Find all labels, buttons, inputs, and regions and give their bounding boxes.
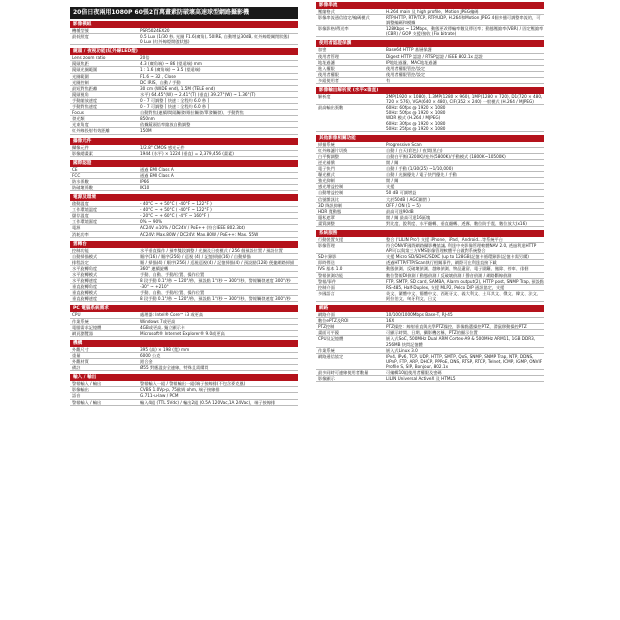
spec-value: 可編輯10組使用者權限及密碼 <box>386 369 442 375</box>
spec-key: 作業系統 <box>318 347 335 353</box>
spec-value: DC IRIS，自動 / 手動 <box>140 79 181 85</box>
spec-key: 多國語言 <box>318 290 335 296</box>
spec-value: 自動對焦(連續/間隔觸發/維拉觸發/單發觸發)、手動對焦 <box>140 110 244 116</box>
spec-key: 白平衡調整 <box>318 153 339 159</box>
spec-value: PTZ操控：線射垂直與光學PTZ操控，影像點選操控PTZ，滑鼠移動操控PTZ <box>386 324 527 330</box>
spec-value: 20倍 <box>140 55 150 61</box>
spec-key: 壓縮格式 <box>318 9 335 14</box>
spec-section <box>70 374 298 405</box>
spec-value: 自動 / 白天(彩色) / 夜間(黑白) <box>386 147 443 153</box>
spec-key: 多組使用者 <box>318 77 339 83</box>
spec-value: -30° ~ +210° <box>140 284 169 290</box>
section-header: 鏡頭 / 夜視功能(紅外線LED燈) <box>70 48 298 55</box>
spec-value: 警報輸入一組 / 警報輸出一組(端子接線排(不包含麥克風) <box>140 381 246 387</box>
spec-section <box>70 138 298 157</box>
section-header: 使用者認證保護 <box>316 40 544 47</box>
spec-value: 通過 EMI Class A <box>140 166 174 172</box>
spec-value: RTP/HTTP, RTP/TCP, RTP/UDP, H.264和Motion JPEG 4個多播可調整串流的，可調整編碼和模據 <box>386 15 541 26</box>
spec-value: Ø55 對應溫安全連線，特殊且需購買 <box>140 365 209 371</box>
spec-value: 手動、自動、手動/位置、操作位置 <box>140 290 205 296</box>
spec-value: Digest HTTP 認證 / RTSP認證 / IEEE 802.1x 認證 <box>386 53 483 59</box>
spec-key: 電源 <box>72 225 81 231</box>
section-header: 系統服務 <box>316 230 544 237</box>
spec-key: 鏡頭光圈範圍 <box>72 67 98 73</box>
spec-key: 光圈範圍 <box>72 73 89 79</box>
section-header: 影像輸出解析度 (水平x垂直) <box>316 87 544 94</box>
spec-row <box>70 128 298 134</box>
spec-key: 外觀尺寸 <box>72 346 89 352</box>
spec-key: 手動對焦速度 <box>72 104 98 110</box>
spec-key: 進入權限 <box>318 65 335 71</box>
spec-key: Lens zoom ratio <box>72 55 106 61</box>
spec-value: 1 : 1.6 (廣角端) ~ 3.5 (望遠端) <box>140 67 201 73</box>
spec-key: 外觀材質 <box>72 359 89 365</box>
spec-key: 防水係數 <box>72 178 89 184</box>
spec-key: 手動縮放速度 <box>72 97 98 103</box>
spec-value: 0.5 Lux (1/30 秒, 光圈 F1.6(廣角), 50IRE, 自動增益30dB, 紅外線燈關閉狀態) 0 Lux (紅外線燈開啟狀態) <box>140 34 290 45</box>
spec-row <box>70 151 298 157</box>
spec-value: 嵌入式Linux 3.0 <box>386 347 418 353</box>
left-column <box>70 21 298 409</box>
section-header: 攝像元件 <box>70 138 298 145</box>
spec-value: 360° 連續旋轉 <box>140 265 169 271</box>
spec-value: 整合 ('LILIN Pro') 支援 iPhone、iPad、Android...等系統平台 <box>386 237 503 242</box>
spec-value: IP66 <box>140 178 150 184</box>
spec-key: 畫質調整 <box>318 220 335 226</box>
spec-value: 395 (高) × 198 (寬) mm <box>140 346 190 352</box>
spec-key: 網路介面 <box>318 312 335 318</box>
spec-value: Microsoft® Internet Explorer® 9.0或更高 <box>140 330 225 336</box>
section-header: 影像模組 <box>70 21 298 28</box>
spec-value: 150M <box>140 128 152 134</box>
spec-value: CVBS 1.0Vp-p, 75歐姆 ohm, 端子接線排 <box>140 387 220 393</box>
spec-value: AC24V ±10% / DC24V / PoE++ (符合IEEE 802.3bt) <box>140 225 245 231</box>
spec-value: OFF / ON (1 ~ 5) <box>386 202 421 208</box>
spec-row <box>70 400 298 406</box>
spec-value: 128Kbps ~ 12Mbps，動態更改傳輸率數及傳送率；動態壓縮率(VBR) / 固定壓縮率(CBR) / GOP 支援/接收 (Fix bitrate) <box>386 26 544 37</box>
spec-value: 動態偵測、反破壞偵測、越線偵測、物品遺留、電子圍籬、撤除、停車、徘徊 <box>386 266 529 272</box>
spec-key: 最短對焦距離 <box>72 85 98 91</box>
spec-key: 光束角度 <box>72 122 89 128</box>
spec-value: 順 / 掃描(4) / 順序(256) / 巡視巡視(4) / 記憶掃描(4) / 預設點(128) 便捷網路掃描 <box>140 259 295 265</box>
spec-key: 工作環境溫度 <box>72 207 98 213</box>
spec-value: 自動白平衡(3200K)/室外(5800K)/手動模式 (1800K~10500K) <box>386 153 506 159</box>
spec-value: 使用者權限管控/設定 <box>386 71 426 77</box>
spec-value: 水平垂直操作 / 預率雙段調整 / 光圈及日夜模式 / 256 個預設位置 / 預設位置 <box>140 247 283 253</box>
spec-value: PSR5024EX20 <box>140 28 170 33</box>
spec-key: 即時傳送 <box>318 260 335 266</box>
spec-key: 警報/事件 <box>318 278 337 284</box>
section-header: PC 電腦系統需求 <box>70 305 298 312</box>
spec-section <box>316 2 544 37</box>
spec-row <box>70 34 298 45</box>
spec-value: 開 / 關 最高可達16區塊 <box>386 214 431 220</box>
spec-key: 發光類 <box>72 116 85 122</box>
spec-value: G.711-u-law / PCM <box>140 393 179 399</box>
spec-section <box>316 230 544 302</box>
spec-key: Focus <box>72 110 84 116</box>
spec-key: 儲存溫度 <box>72 213 89 219</box>
spec-value: 依據鏡頭倍率縮放自動調整 <box>140 122 191 128</box>
spec-value: IPv4, IPv6, TCP, UDP, HTTP, SMTP, QoS, SNMP, SNMP Trap, NTP, DDNS, UPnP, FTP, ARP, DHCP, PPPoE, DNS, RTSP, RTCP, Telnet, ICMP, IGMP, ONVIF Profile S, SIP, Bonjour, 802.1x <box>386 353 543 369</box>
spec-value: 有 <box>386 77 391 83</box>
spec-value: 6000 公克 <box>140 352 161 358</box>
spec-key: HDR 寬動態 <box>318 208 342 214</box>
spec-key: CPU <box>72 312 81 318</box>
spec-value: 通過 EMI Class A <box>140 172 174 178</box>
spec-value: 8 段手動 0.1°/秒 ~ 120°/秒，預設點 1°/秒 ~ 300°/秒，警報觸發速度 300°/秒 <box>140 296 291 302</box>
spec-section <box>70 241 298 303</box>
spec-value: 符合ONVIF國際網路攝影機協議, 利達中央影像管理軟體NAV 2.0, 透過利達HTTP API可以與第三方VMS影像管理軟體平台做對系統整合 <box>386 243 537 254</box>
spec-key: 防破壞係數 <box>72 184 93 190</box>
spec-value: RS-485, Half-Duplex, 支援 MLP2, Pelco D/P 通訊協定，支援 <box>386 284 505 290</box>
spec-value: 支援 Micro SD/SDHC/SDXC (up to 128GB)記憶卡循環錄影(記憶卡需另購) <box>386 254 529 260</box>
spec-key: 作業系統 <box>72 318 89 324</box>
spec-key: 警報輸入 / 輸出 <box>72 399 102 405</box>
spec-value: 開 / 關 <box>386 178 399 184</box>
spec-key: 影像總畫素 <box>72 150 93 156</box>
spec-key: 畫面可平鏡 <box>318 330 339 336</box>
spec-key: 3D 降訊抑制 <box>318 202 342 208</box>
spec-value: 1944 (水平) × 1224 (垂直) = 2,379,456 (畫素) <box>140 150 234 156</box>
spec-row <box>70 296 298 302</box>
spec-key: 網路通信協定 <box>318 353 344 359</box>
spec-value: 自動 / 手動 (1/30(25) ~1/10,000) <box>386 166 453 172</box>
spec-value: 水平) 64.45°(W) ~ 2.41°(T) (垂直) 39.27°(W) ~ 1.36°(T) <box>140 91 256 97</box>
spec-key: 鏡頭視角 <box>72 91 89 97</box>
spec-key: 排程設定 <box>72 259 89 265</box>
spec-row <box>316 376 544 382</box>
spec-section <box>70 21 298 45</box>
spec-section <box>70 48 298 134</box>
spec-key: 啟動溫度 <box>72 201 89 207</box>
right-column <box>316 2 544 385</box>
spec-key: 掃描系統 <box>318 141 335 147</box>
spec-value: H.264 main 及 high profile、Motion JPEG編碼 <box>386 9 479 14</box>
spec-value: 0 - 7 可調整 [ 快速 : 全程約 6.0 秒 ] <box>140 104 210 110</box>
spec-value: 自動 / 光圈優先 / 電子快門優先 / 手動 <box>386 172 457 178</box>
spec-row <box>316 105 544 131</box>
spec-key: 重量 <box>72 352 81 358</box>
spec-key: 感光增益控制 <box>318 184 344 190</box>
spec-value: AC24V: Max.80W / DC24V: Max.80W / PoE++: Max. 55W <box>140 231 259 237</box>
spec-key: 鏡頭焦距 <box>72 61 89 67</box>
spec-value: IK10 <box>140 184 150 190</box>
spec-row <box>316 94 544 105</box>
spec-value: Base64 HTTP 基層保護 <box>386 47 432 53</box>
spec-key: 使用者管理 <box>318 53 339 59</box>
spec-row <box>316 78 544 84</box>
spec-row <box>316 291 544 302</box>
spec-key: 影像管理 <box>318 243 335 249</box>
spec-value: 2MP(1920 × 1080), 1.3MP(1280 × 960), 1MP(1280 × 720), D1(720 × 480, 720 × 576), VGA(640 × 480), CIF(352 × 240) 一般模式 (H.264 / MJPEG) <box>386 94 543 105</box>
spec-value: 可顯示時間、日期，攝影機名稱，PTZ的顯示位置 <box>386 330 478 336</box>
spec-key: CPU及記憶體 <box>318 336 344 342</box>
spec-section <box>70 194 298 238</box>
section-header: 機構 <box>70 340 298 347</box>
spec-key: IVS 基本 1.0 <box>318 266 343 272</box>
spec-key: 機種型號 <box>72 28 89 33</box>
spec-row <box>316 221 544 227</box>
spec-key: 加密 <box>318 47 327 53</box>
spec-key: 自動掃描模式 <box>72 253 98 259</box>
spec-key: 影像輸出 <box>72 387 89 393</box>
spec-key: 數位ePTZ及ROI <box>318 318 349 324</box>
spec-key: 使用者權限 <box>318 71 339 77</box>
spec-value: 透過HTTP/FTP/Scan執行相關事件，網際可在利達直接下載 <box>386 260 497 266</box>
spec-value: 對比度、銳利度、水平翻轉、垂直翻轉、透霧、數位防手震、數位放大(x16) <box>386 220 527 226</box>
spec-value: Progressive Scan <box>386 141 422 147</box>
spec-key: 影像影格/傳送率 <box>318 26 349 32</box>
spec-key: 光圈控制 <box>72 79 89 85</box>
spec-key: 最多同時可連線使用者數量 <box>318 369 369 375</box>
spec-value: IP地址過濾、MAC地址過濾 <box>386 59 437 65</box>
spec-key: 自動增益控制 <box>318 190 344 196</box>
spec-row <box>70 365 298 371</box>
spec-key: 隱私遮罩 <box>318 214 335 220</box>
spec-value: - 40°C ~ + 50°C ( -40°F ~ 122°F ) <box>140 207 212 213</box>
spec-key: PTZ控制 <box>318 324 335 330</box>
section-header: 輸入 / 輸出 <box>70 374 298 381</box>
spec-key: 警報偵測功能 <box>318 272 344 278</box>
spec-key: 網頁瀏覽器 <box>72 330 93 336</box>
section-header: 其他影像相關功能 <box>316 135 544 142</box>
spec-key: 強光抑制 <box>318 178 335 184</box>
spec-section <box>70 160 298 191</box>
spec-value: 開 / 關 <box>386 159 399 165</box>
spec-key: 影像串流通信協定/編碼模式 <box>318 15 370 21</box>
spec-key: 工作環境濕度 <box>72 219 98 225</box>
spec-section <box>70 305 298 336</box>
spec-section <box>316 305 544 382</box>
spec-key: 行動裝置支援 <box>318 237 344 242</box>
spec-key: 水平旋轉速度 <box>72 278 98 284</box>
spec-value: LILIN Universal ActiveX 及 HTML5 <box>386 376 456 382</box>
section-header: 電源及環境 <box>70 194 298 201</box>
spec-key: 最低照度 <box>72 34 89 40</box>
spec-key: 曝光模式 <box>318 172 335 178</box>
spec-value: 支援 <box>386 184 395 190</box>
section-header: 網路 <box>316 305 544 312</box>
spec-key: 紅外線投射有效距離 <box>72 128 110 134</box>
section-header: 影像串流 <box>316 2 544 9</box>
spec-value: 輸入4組 (TTL 5Vdc) / 輸出2組 (0.5A 120Vac,1A 24Vac)，端子接線排 <box>140 399 276 405</box>
spec-section <box>316 135 544 227</box>
spec-row <box>316 26 544 37</box>
spec-key: 解析度 <box>318 94 331 100</box>
spec-key: 控制功能 <box>72 247 89 253</box>
spec-key: 電腦需求記憶體 <box>72 324 102 330</box>
spec-row <box>70 185 298 191</box>
spec-key: SD卡錄影 <box>318 254 337 260</box>
spec-row <box>316 336 544 347</box>
spec-value: 手動、自動、手動/位置、操作位置 <box>140 272 205 277</box>
spec-key: 水平旋轉模式 <box>72 272 98 277</box>
spec-value: 大於50dB ( AGC關閉 ) <box>386 196 430 202</box>
spec-value: 最高可達90dB <box>386 208 414 214</box>
page-title: 20倍日夜兩用1080P 60張2百萬畫素防破壞高速球型網路攝影機 <box>70 7 298 19</box>
spec-key: 備註 <box>72 365 81 371</box>
spec-key: 垂直旋轉速度 <box>72 296 98 302</box>
spec-key: 控制介面 <box>318 284 335 290</box>
spec-section <box>70 340 298 371</box>
spec-value: 16X <box>386 318 395 324</box>
spec-section <box>316 40 544 84</box>
spec-value: 10/100/1000Mbps Base-T, RJ-45 <box>386 312 453 318</box>
spec-value: 30 cm (WIDE end), 1.5M (TELE end) <box>140 85 216 91</box>
section-header: 國際認證 <box>70 160 298 167</box>
spec-key: 垂直旋轉角度 <box>72 284 98 290</box>
spec-key: 警報輸入 / 輸出 <box>72 381 102 387</box>
spec-key: 地址過濾 <box>318 59 335 65</box>
spec-value: 4.3 (廣角端) ~ 86 (望遠端) mm <box>140 61 202 67</box>
spec-row <box>316 15 544 26</box>
spec-section <box>316 87 544 132</box>
spec-value: FTP, SMTP, SD card, SAMBA, Alarm output(2), HTTP post, SNMP Trap, 預設點 <box>386 278 544 284</box>
spec-key: 最高輸出張數 <box>318 105 344 111</box>
spec-key: FCC <box>72 172 81 178</box>
spec-value: 處理器: Intel® Core™ i3 或更高 <box>140 312 204 318</box>
spec-value: 順序(16) / 順序(256) / 巡視 (4) / 記憶掃描(16) / 自動掃描 <box>140 253 251 259</box>
spec-value: 8 段手動 0.1°/秒 ~ 120°/秒，預設點 1°/秒 ~ 300°/秒，警報觸發速度 300°/秒 <box>140 278 291 284</box>
spec-key: 信號雜訊比 <box>318 196 339 202</box>
spec-row <box>316 243 544 254</box>
spec-value: 嵌入式SoC, 500MHz Dual ARM Cortex-A9 & 500MHz ARM11, 1GB DDR3, 256MB 快閃記憶體 <box>386 336 536 347</box>
spec-value: 使用者權限管控/設定 <box>386 65 426 71</box>
spec-key: 垂直旋轉模式 <box>72 290 98 296</box>
spec-key: 電子快門 <box>318 166 335 172</box>
spec-key: 水平旋轉角度 <box>72 265 98 271</box>
spec-key: CE <box>72 166 78 172</box>
spec-key: 語音 <box>72 393 81 399</box>
spec-key: 影像顯示 <box>318 376 335 382</box>
spec-value: 60Hz: 60fps @ 1920 × 1080 50Hz: 50fps @ 1920 × 1080 WDR 模式 (H.264 / MJPEG) 60Hz: 30fps @ 1920 × 1080 50Hz: 25fps @ 1920 × 1080 <box>386 105 446 131</box>
spec-key: 逆光補償 <box>318 159 335 165</box>
spec-value: 4GB或更高, 獨立顯示卡 <box>140 324 185 330</box>
spec-value: 850nm <box>140 116 155 122</box>
spec-key: 攝像元件 <box>72 144 89 150</box>
spec-value: 1/2.8" CMOS 感光元件 <box>140 144 185 150</box>
spec-value: - 20°C ~ + 60°C ( -4°F ~ 160°F ) <box>140 213 210 219</box>
spec-value: F1.6 ~ 32 , Close <box>140 73 176 79</box>
spec-value: 鋁合金 <box>140 359 153 365</box>
section-header: 雲轉台 <box>70 241 298 248</box>
spec-value: 英文、繁體中文、簡體中文、西班牙文、義大利文、土耳其文、俄文、韓文、法文、阿拉伯文、匈牙利文、日文 <box>386 290 541 301</box>
spec-value: 數位警報DI偵測 / 動態偵測 / 反破壞偵測 / 聲音偵測 / 網路斷線偵測 <box>386 272 512 278</box>
spec-key: 消耗功率 <box>72 231 89 237</box>
spec-value: 0% ~ 90% <box>140 219 163 225</box>
spec-key: 紅外線濾片切換 <box>318 147 348 153</box>
spec-value: 50 dB 可調增益 <box>386 190 417 196</box>
spec-value: 0 - 7 可調整 [ 快速 : 全程約 6.0 秒 ] <box>140 97 210 103</box>
spec-row <box>70 232 298 238</box>
spec-row <box>316 354 544 370</box>
spec-value: Windows 7或更高 <box>140 318 176 324</box>
spec-value: - 40°C ~ + 50°C ( -40°F ~ 122°F ) <box>140 201 212 207</box>
spec-row <box>70 331 298 337</box>
